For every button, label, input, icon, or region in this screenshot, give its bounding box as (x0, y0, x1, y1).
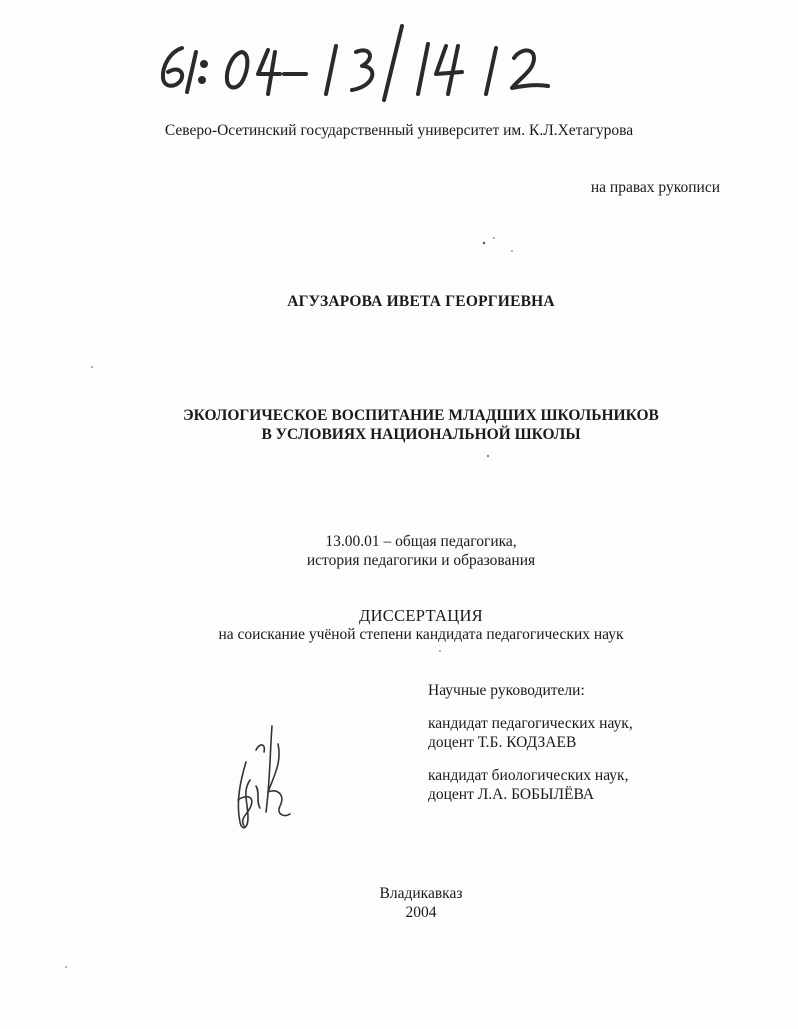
specialty-line-1: 13.00.01 – общая педагогика, (325, 533, 517, 550)
supervisors-heading: Научные руководители: (428, 682, 585, 699)
title-line-1: ЭКОЛОГИЧЕСКОЕ ВОСПИТАНИЕ МЛАДШИХ ШКОЛЬНИКОВ (183, 407, 659, 424)
dissertation-title (0, 406, 798, 444)
dissertation-type-block (0, 606, 798, 644)
supervisors-block (428, 681, 633, 804)
university-name: Северо-Осетинский государственный университет им. К.Л.Хетагурова (164, 122, 634, 139)
handwritten-archive-code (0, 0, 600, 110)
city: Владикавказ (379, 885, 463, 902)
manuscript-rights-note: на правах рукописи (590, 179, 720, 196)
author-name: АГУЗАРОВА ИВЕТА ГЕОРГИЕВНА (287, 293, 555, 310)
title-line-2: В УСЛОВИЯХ НАЦИОНАЛЬНОЙ ШКОЛЫ (261, 426, 581, 443)
supervisor-1-name: доцент Т.Б. КОДЗАЕВ (428, 734, 577, 751)
degree-sought: на соискание учёной степени кандидата педагогических наук (218, 626, 624, 643)
supervisor-1-degree: кандидат педагогических наук, (428, 715, 633, 732)
document-type: ДИССЕРТАЦИЯ (359, 606, 483, 625)
specialty-line-2: история педагогики и образования (306, 552, 536, 569)
handwritten-signature (226, 722, 301, 842)
supervisor-2-degree: кандидат биологических наук, (428, 767, 629, 784)
supervisor-2-name: доцент Л.А. БОБЫЛЁВА (428, 786, 595, 803)
year: 2004 (405, 904, 437, 921)
city-year-block (0, 884, 798, 922)
specialty-code (0, 532, 798, 570)
